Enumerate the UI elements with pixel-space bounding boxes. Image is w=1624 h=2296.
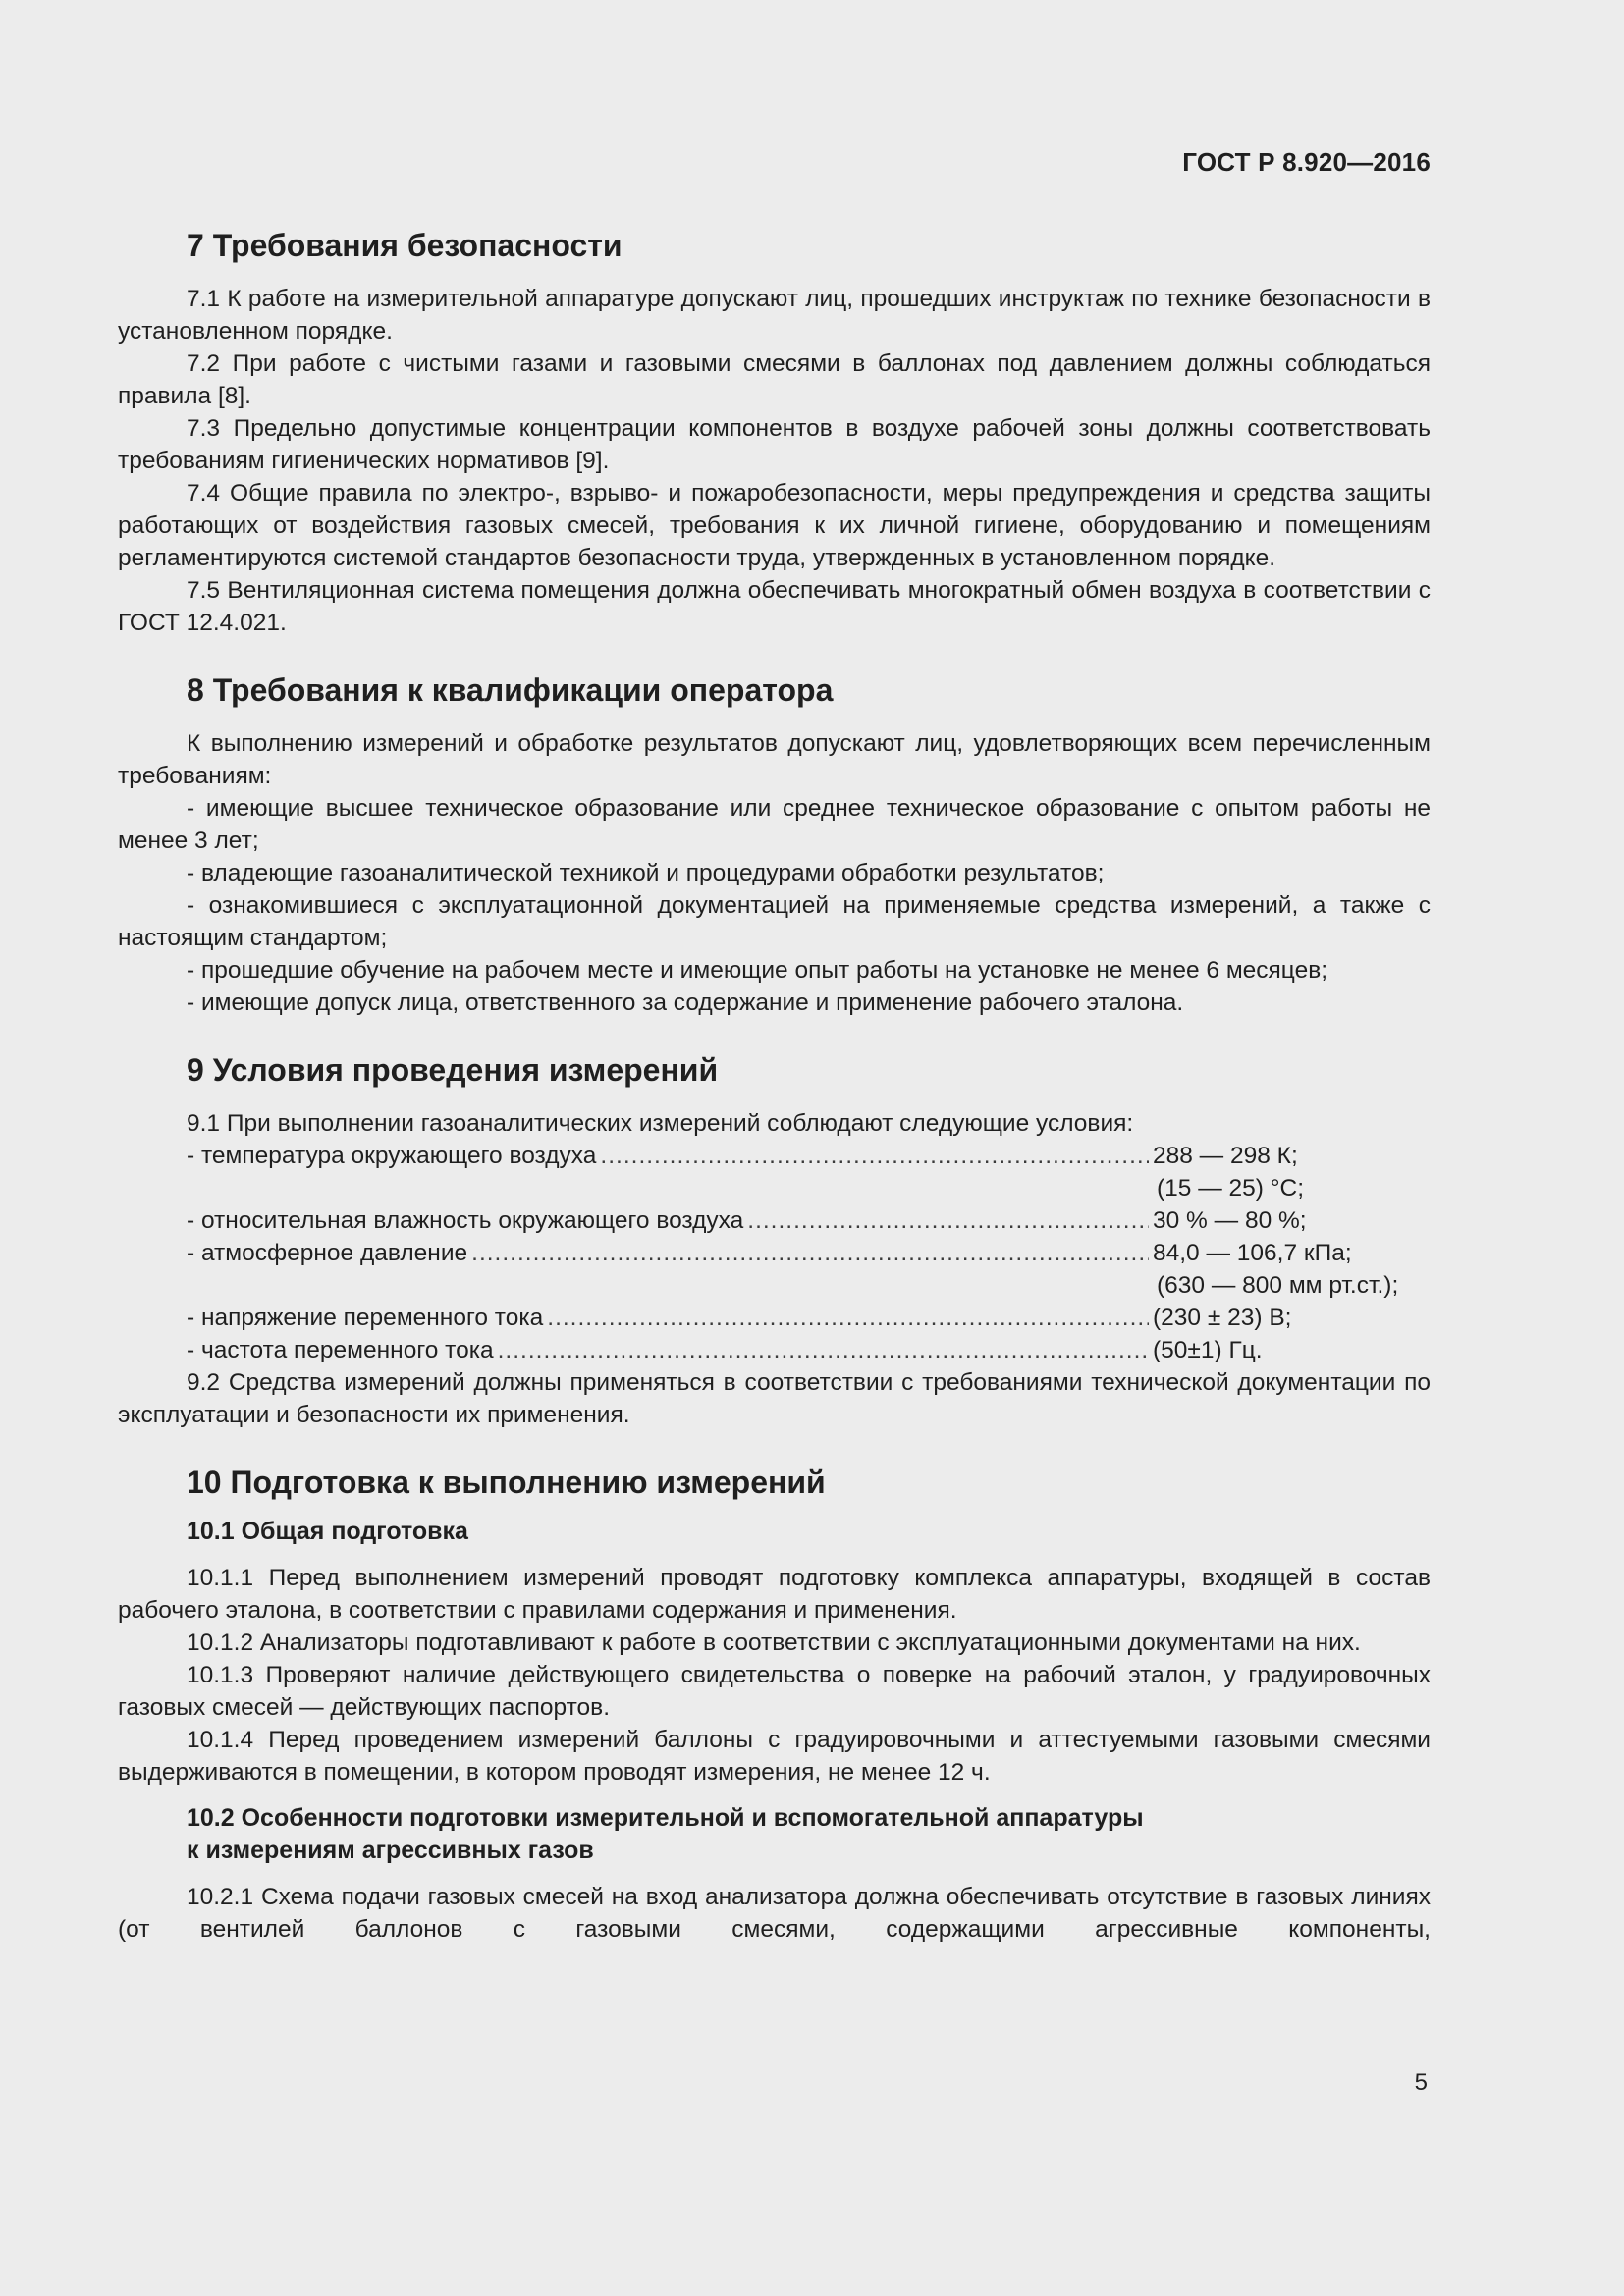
subsection-10-1-title: 10.1 Общая подготовка [187,1518,468,1545]
condition-label: - частота переменного тока [187,1337,494,1363]
condition-value: (50±1) Гц. [1153,1337,1263,1363]
list-item: - прошедшие обучение на рабочем месте и имеющие опыт работы на установке не менее 6 месяцев; [187,957,1328,984]
condition-value: 30 % — 80 %; [1153,1207,1307,1234]
condition-label: - атмосферное давление [187,1240,468,1266]
subsection-10-2-title-line2: к измерениям агрессивных газов [187,1837,594,1864]
document-id: ГОСТ Р 8.920—2016 [1182,147,1431,177]
paragraph-8-intro: К выполнению измерений и обработке результатов допускают лиц, удовлетворяющих всем перечисленным требованиям: [118,730,1431,789]
condition-label: - напряжение переменного тока [187,1305,544,1331]
paragraph-10-1-4: 10.1.4 Перед проведением измерений баллоны с градуировочными и аттестуемыми газовыми смесями выдерживаются в помещении, в котором проводят измерения, не менее 12 ч. [118,1727,1431,1786]
paragraph-7-1: 7.1 К работе на измерительной аппаратуре допускают лиц, прошедших инструктаж по технике безопасности в установленном порядке. [118,286,1431,345]
list-item: - ознакомившиеся с эксплуатационной документацией на применяемые средства измерений, а также с настоящим стандартом; [118,892,1431,951]
section-9-title: 9 Условия проведения измерений [187,1052,719,1088]
condition-row [118,1334,1431,1366]
subsection-10-2-title [118,1802,1431,1867]
condition-row [118,1204,1431,1237]
dot-leader [547,1302,1149,1334]
paragraph-10-1-3: 10.1.3 Проверяют наличие действующего свидетельства о поверке на рабочий эталон, у градуировочных газовых смесей — действующих паспортов. [118,1662,1431,1721]
paragraph-7-5: 7.5 Вентиляционная система помещения должна обеспечивать многократный обмен воздуха в соответствии с ГОСТ 12.4.021. [118,577,1431,636]
paragraph-7-4: 7.4 Общие правила по электро-, взрыво- и пожаробезопасности, меры предупреждения и средства защиты работающих от воздействия газовых смесей, требования к их личной гигиене, оборудованию и помещениям регламентируются системой стандартов безопасности труда, утвержденных в установленном порядке. [118,480,1431,571]
paragraph-10-1-2: 10.1.2 Анализаторы подготавливают к работе в соответствии с эксплуатационными документами на них. [187,1629,1361,1656]
condition-row [118,1302,1431,1334]
dot-leader [747,1204,1149,1237]
paragraph-9-2: 9.2 Средства измерений должны применяться в соответствии с требованиями технической документации по эксплуатации и безопасности их применения. [118,1369,1431,1428]
dot-leader [600,1140,1149,1172]
condition-row [118,1140,1431,1172]
dot-leader [471,1237,1149,1269]
dot-leader [498,1334,1149,1366]
paragraph-10-1-1: 10.1.1 Перед выполнением измерений проводят подготовку комплекса аппаратуры, входящей в состав рабочего эталона, в соответствии с правилами содержания и применения. [118,1565,1431,1624]
condition-label: - относительная влажность окружающего воздуха [187,1207,744,1234]
condition-value-extra: (15 — 25) °С; [1157,1175,1305,1201]
condition-value: 288 — 298 К; [1153,1143,1298,1169]
condition-value-extra: (630 — 800 мм рт.ст.); [1157,1272,1399,1299]
subsection-10-2-title-line1: 10.2 Особенности подготовки измерительной и вспомогательной аппаратуры [187,1804,1144,1832]
paragraph-9-1: 9.1 При выполнении газоаналитических измерений соблюдают следующие условия: [187,1110,1134,1137]
section-10-title: 10 Подготовка к выполнению измерений [187,1465,826,1500]
paragraph-10-2-1: 10.2.1 Схема подачи газовых смесей на вход анализатора должна обеспечивать отсутствие в газовых линиях (от вентилей баллонов с газовыми смесями, содержащими агрессивные компоненты, [118,1884,1431,1943]
list-item: - имеющие допуск лица, ответственного за содержание и применение рабочего эталона. [187,989,1184,1016]
paragraph-7-2: 7.2 При работе с чистыми газами и газовыми смесями в баллонах под давлением должны соблюдаться правила [8]. [118,350,1431,409]
page-number: 5 [1414,2069,1428,2096]
list-item: - владеющие газоаналитической техникой и процедурами обработки результатов; [187,860,1105,886]
condition-value: 84,0 — 106,7 кПа; [1153,1240,1352,1266]
condition-label: - температура окружающего воздуха [187,1143,597,1169]
section-8-title: 8 Требования к квалификации оператора [187,672,834,708]
condition-value: (230 ± 23) В; [1153,1305,1292,1331]
section-7-title: 7 Требования безопасности [187,228,623,263]
paragraph-7-3: 7.3 Предельно допустимые концентрации компонентов в воздухе рабочей зоны должны соответствовать требованиям гигиенических нормативов [9]. [118,415,1431,474]
list-item: - имеющие высшее техническое образование или среднее техническое образование с опытом работы не менее 3 лет; [118,795,1431,854]
condition-row [118,1237,1431,1269]
document-body [118,216,1431,1946]
